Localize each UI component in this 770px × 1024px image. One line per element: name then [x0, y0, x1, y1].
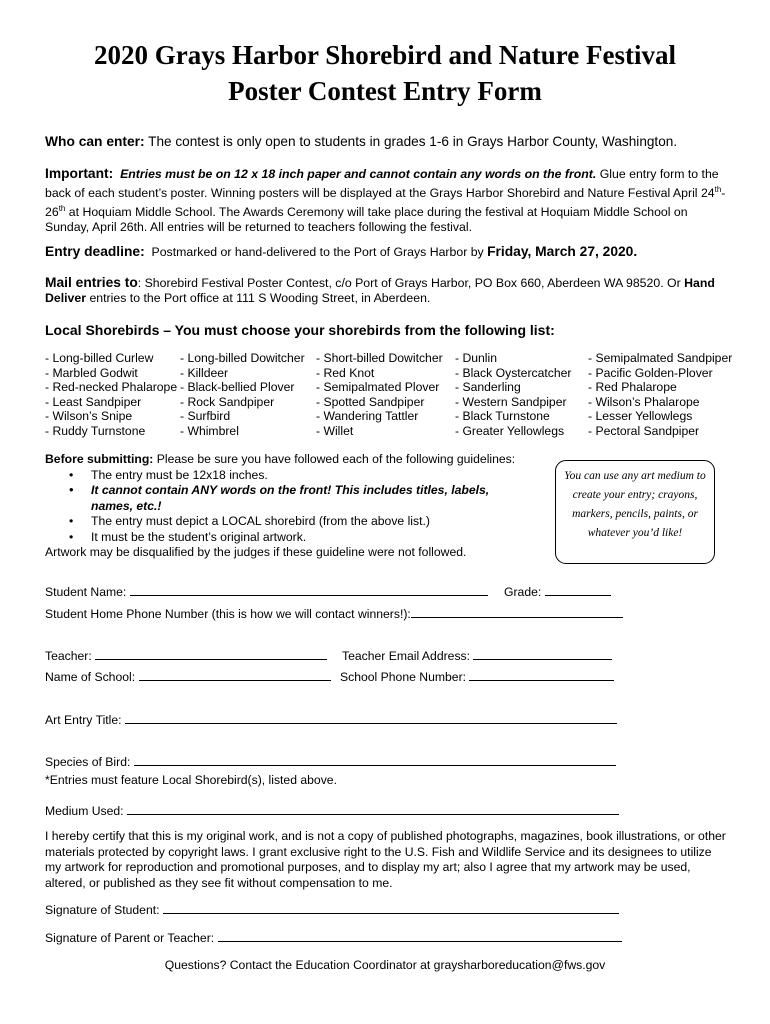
mail-text-2: entries to the Port office at 111 S Wooding Street, in Aberdeen. [86, 291, 431, 305]
bird-item: - Whimbrel [180, 423, 239, 438]
bird-item: - Wandering Tattler [316, 409, 419, 423]
before-text: Please be sure you have followed each of the following guidelines: [153, 452, 516, 466]
bird-column-3 [316, 351, 443, 438]
guidelines-list [45, 468, 545, 546]
bird-item: - Ruddy Turnstone [45, 423, 146, 438]
bird-item: - Wilson’s Phalarope [588, 394, 700, 409]
bird-item: - Killdeer [180, 365, 229, 380]
student-name-field[interactable] [45, 583, 488, 599]
bird-item: - Lesser Yellowlegs [588, 409, 693, 423]
grade-field[interactable] [504, 583, 611, 599]
who-text: The contest is only open to students in grades 1-6 in Grays Harbor County, Washington. [144, 134, 678, 149]
guideline-item: • The entry must be 12x18 inches. [45, 468, 545, 484]
before-submitting [45, 452, 545, 468]
important-sup-2: th [58, 204, 66, 214]
student-name-line[interactable] [130, 583, 488, 596]
page-subtitle: Poster Contest Entry Form [228, 76, 542, 106]
bird-item: - Surfbird [180, 409, 231, 423]
teacher-field[interactable] [45, 647, 327, 663]
species-label: Species of Bird: [45, 755, 131, 769]
student-signature-label: Signature of Student: [45, 903, 160, 917]
parent-signature-line[interactable] [218, 929, 622, 942]
teacher-label: Teacher: [45, 649, 92, 663]
teacher-email-label: Teacher Email Address: [342, 649, 471, 663]
bird-item: - Black-bellied Plover [180, 380, 295, 394]
school-line[interactable] [139, 668, 331, 681]
bird-item: - Least Sandpiper [45, 394, 142, 409]
bird-item: - Pacific Golden-Plover [588, 365, 713, 380]
important-text-1: Glue entry form to the back of each student’s poster. Winning posters will be displayed at the Grays Harbor Shorebird and Nature Festival April 24 [45, 167, 719, 201]
guidelines-section [45, 452, 545, 561]
bird-item: - Pectoral Sandpiper [588, 423, 700, 438]
guideline-item: • It must be the student’s original artwork. [45, 530, 545, 546]
bird-item: - Rock Sandpiper [180, 394, 275, 409]
school-label: Name of School: [45, 670, 136, 684]
bird-item: - Dunlin [455, 351, 497, 365]
important-sup-1: th [714, 185, 722, 194]
species-line[interactable] [134, 753, 616, 766]
disqualify-note: Artwork may be disqualified by the judges if these guideline were not followed. [45, 545, 467, 559]
medium-label: Medium Used: [45, 804, 124, 818]
bird-column-5 [588, 351, 732, 438]
school-phone-line[interactable] [469, 668, 614, 681]
grade-line[interactable] [545, 583, 611, 596]
deadline-label: Entry deadline: [45, 244, 145, 259]
certification-statement: I hereby certify that this is my original work, and is not a copy of published photographs, magazines, book illustrations, or other materials protected by copyright laws. I grant exclusive right to the U.S. Fish and Wildlife Service and its designees to utilize my artwork for reproduction and promotional purposes, and to display my art; also I agree that my artwork may be used, altered, or published as they see fit without compensation to me. [45, 829, 726, 890]
home-phone-line[interactable] [411, 605, 623, 618]
bird-item: - Wilson’s Snipe [45, 409, 133, 423]
bird-item: - Western Sandpiper [455, 394, 567, 409]
page-title: 2020 Grays Harbor Shorebird and Nature Festival [93, 40, 677, 70]
deadline-date: Friday, March 27, 2020. [487, 244, 638, 259]
grade-label: Grade: [504, 585, 542, 599]
bird-item: - Marbled Godwit [45, 365, 138, 380]
bird-item: - Red Phalarope [588, 380, 677, 394]
important-text-2: at Hoquiam Middle School. The Awards Ceremony will take place during the festival at Hoquiam Middle School on Sunday, April 26th. All entries will be returned to teachers following the festival. [45, 205, 688, 235]
contact-footer: Questions? Contact the Education Coordinator at graysharboreducation@fws.gov [164, 958, 606, 972]
mail-label: Mail entries to [45, 275, 138, 290]
guideline-item: • It cannot contain ANY words on the front! This includes titles, labels, names, etc.! [45, 483, 545, 514]
bird-item: - Short-billed Dowitcher [316, 351, 443, 365]
bird-item: - Greater Yellowlegs [455, 423, 565, 438]
species-note: *Entries must feature Local Shorebird(s), listed above. [45, 773, 337, 787]
home-phone-field[interactable] [45, 605, 623, 621]
mail-text-1: Shorebird Festival Poster Contest, c/o Port of Grays Harbor, PO Box 660, Aberdeen WA 98520. Or [141, 276, 685, 290]
teacher-line[interactable] [95, 647, 327, 660]
mail-entries [45, 275, 730, 306]
who-label: Who can enter: [45, 134, 145, 149]
local-shorebirds-heading: Local Shorebirds – You must choose your shorebirds from the following list: [45, 322, 555, 338]
school-phone-label: School Phone Number: [340, 670, 467, 684]
parent-signature-field[interactable] [45, 929, 622, 945]
bird-item: - Semipalmated Sandpiper [588, 351, 733, 365]
bird-item: - Red-necked Phalarope [45, 380, 178, 394]
who-can-enter [45, 134, 730, 149]
bird-item: - Black Turnstone [455, 409, 550, 423]
bird-column-4 [455, 351, 572, 438]
important-section [45, 166, 730, 235]
bird-item: - Red Knot [316, 365, 375, 380]
bird-item: - Spotted Sandpiper [316, 394, 425, 409]
art-title-field[interactable] [45, 711, 617, 727]
deadline-text: Postmarked or hand-delivered to the Port of Grays Harbor by [151, 245, 484, 259]
art-title-label: Art Entry Title: [45, 713, 122, 727]
student-signature-line[interactable] [163, 901, 619, 914]
teacher-email-line[interactable] [473, 647, 612, 660]
before-label: Before submitting: [45, 452, 154, 466]
art-medium-note: You can use any art medium to create your entry; crayons, markers, pencils, paints, or whatever you’d like! [555, 460, 715, 564]
medium-line[interactable] [127, 802, 619, 815]
important-label: Important: [45, 166, 114, 181]
bird-column-2 [180, 351, 305, 438]
parent-signature-label: Signature of Parent or Teacher: [45, 931, 215, 945]
student-signature-field[interactable] [45, 901, 619, 917]
hand-deliver-label: Hand Deliver [45, 276, 715, 305]
bird-item: - Sanderling [455, 380, 521, 394]
medium-field[interactable] [45, 802, 619, 818]
art-title-line[interactable] [125, 711, 617, 724]
important-emphasis: Entries must be on 12 x 18 inch paper and cannot contain any words on the front. [120, 167, 597, 181]
school-phone-field[interactable] [340, 668, 614, 684]
bird-item: - Willet [316, 423, 354, 438]
school-field[interactable] [45, 668, 331, 684]
bird-column-1 [45, 351, 177, 438]
entry-deadline [45, 244, 730, 260]
bird-item: - Long-billed Curlew [45, 351, 154, 365]
home-phone-label: Student Home Phone Number (this is how we will contact winners!): [45, 607, 411, 621]
important-dash: -26 [45, 186, 726, 220]
bird-item: - Semipalmated Plover [316, 380, 440, 394]
bird-item: - Long-billed Dowitcher [180, 351, 305, 365]
species-field[interactable] [45, 753, 616, 769]
mail-colon: : [137, 276, 142, 290]
teacher-email-field[interactable] [342, 647, 612, 663]
bird-item: - Black Oystercatcher [455, 365, 572, 380]
student-name-label: Student Name: [45, 585, 127, 599]
guideline-item: • The entry must depict a LOCAL shorebird (from the above list.) [45, 514, 545, 530]
